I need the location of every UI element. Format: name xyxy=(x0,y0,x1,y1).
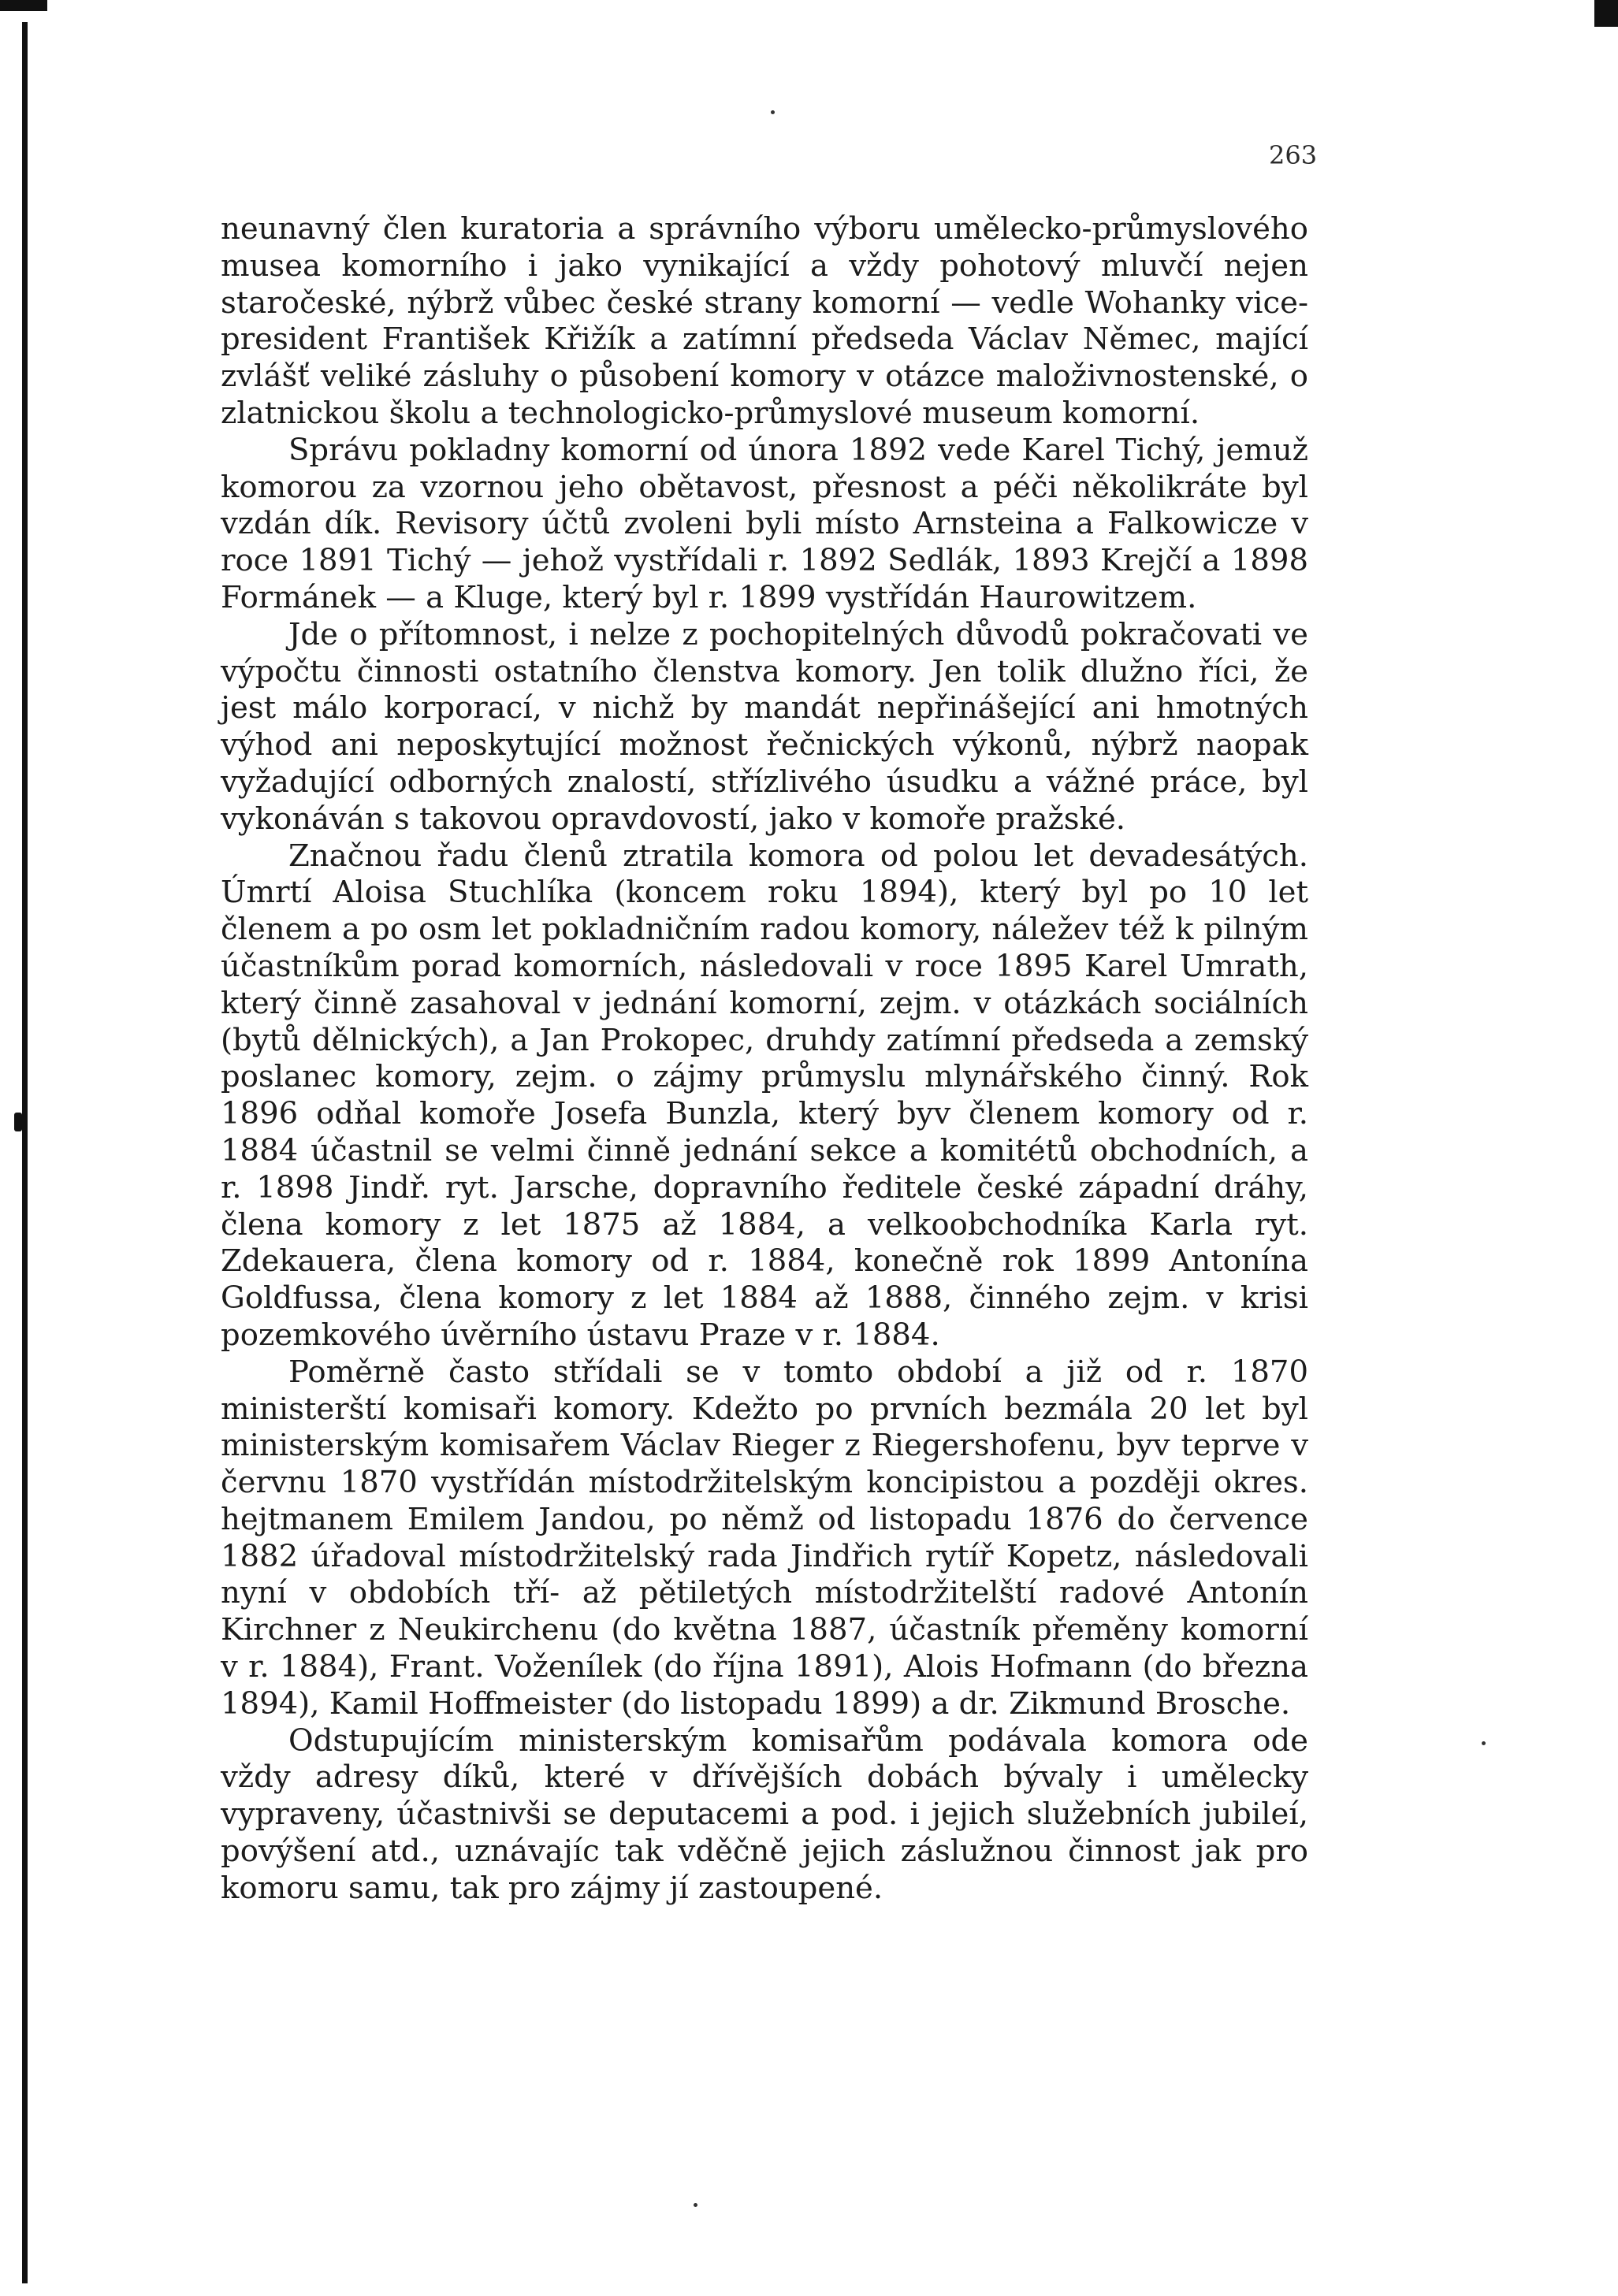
paragraph: Jde o přítomnost, i nelze z pochopitelných důvodů pokračovati ve výpočtu činnosti ostatního členstva komory. Jen tolik dlužno říci, že jest málo korporací, v nichž by mandát nepřinášející ani hmotných výhod ani neposkytující možnost řečnických výkonů, nýbrž naopak vyžadující odborných znalostí, střízlivého úsudku a vážné práce, byl vykonáván s takovou opravdovostí, jako v komoře pražské. xyxy=(221,616,1308,837)
book-spine-edge xyxy=(22,22,28,2283)
paragraph: Poměrně často střídali se v tomto období a již od r. 1870 ministerští komisaři komory. Kdežto po prvních bezmála 20 let byl ministerským komisařem Václav Rieger z Riegershofenu, byv teprve v červnu 1870 vystřídán místodržitelským koncipistou a později okres. hejtmanem Emilem Jandou, po němž od listopadu 1876 do července 1882 úřadoval místodržitelský rada Jindřich rytíř Kopetz, následovali nyní v obdobích tří- až pětiletých místodržitelští radové Antonín Kirchner z Neukirchenu (do května 1887, účastník přeměny komorní v r. 1884), Frant. Voženílek (do října 1891), Alois Hofmann (do března 1894), Kamil Hoffmeister (do listopadu 1899) a dr. Zikmund Brosche. xyxy=(221,1354,1308,1722)
paper-speck xyxy=(1482,1741,1486,1745)
paper-speck xyxy=(694,2203,697,2207)
body-text xyxy=(221,211,1308,1908)
scan-edge-top xyxy=(0,0,47,11)
binding-mark xyxy=(14,1113,22,1131)
scan-edge-corner xyxy=(1594,0,1618,27)
page-number: 263 xyxy=(1269,140,1318,170)
paper-speck xyxy=(771,110,775,114)
paragraph: Odstupujícím ministerským komisařům podávala komora ode vždy adresy díků, které v dřívějších dobách bývaly i umělecky vypraveny, účastnivši se deputacemi a pod. i jejich služebních jubileí, povýšení atd., uznávajíc tak vděčně jejich záslužnou činnost jak pro komoru samu, tak pro zájmy jí zastoupené. xyxy=(221,1722,1308,1906)
paragraph: Značnou řadu členů ztratila komora od polou let devadesátých. Úmrtí Aloisa Stuchlíka (koncem roku 1894), který byl po 10 let členem a po osm let pokladničním radou komory, náležev též k pilným účastníkům porad komorních, následovali v roce 1895 Karel Umrath, který činně zasahoval v jednání komorní, zejm. v otázkách sociálních (bytů dělnických), a Jan Prokopec, druhdy zatímní předseda a zemský poslanec komory, zejm. o zájmy průmyslu mlynářského činný. Rok 1896 odňal komoře Josefa Bunzla, který byv členem komory od r. 1884 účastnil se velmi činně jednání sekce a komitétů obchodních, a r. 1898 Jindř. ryt. Jarsche, dopravního ředitele české západní dráhy, člena komory z let 1875 až 1884, a velkoobchodníka Karla ryt. Zdekauera, člena komory od r. 1884, konečně rok 1899 Antonína Goldfussa, člena komory z let 1884 až 1888, činného zejm. v krisi pozemkového úvěrního ústavu Praze v r. 1884. xyxy=(221,838,1308,1353)
paragraph: neunavný člen kuratoria a správního výboru umělecko-průmyslového musea komorního i jako vynikající a vždy pohotový mluvčí nejen staročeské, nýbrž vůbec české strany komorní — vedle Wohanky vice-president František Křižík a zatímní předseda Václav Němec, mající zvlášť veliké zásluhy o působení komory v otázce maloživnostenské, o zlatnickou školu a technologicko-průmyslové museum komorní. xyxy=(221,211,1308,431)
paragraph: Správu pokladny komorní od února 1892 vede Karel Tichý, jemuž komorou za vzornou jeho obětavost, přesnost a péči několikráte byl vzdán dík. Revisory účtů zvoleni byli místo Arnsteina a Falkowicze v roce 1891 Tichý — jehož vystřídali r. 1892 Sedlák, 1893 Krejčí a 1898 Formánek — a Kluge, který byl r. 1899 vystřídán Haurowitzem. xyxy=(221,432,1308,615)
